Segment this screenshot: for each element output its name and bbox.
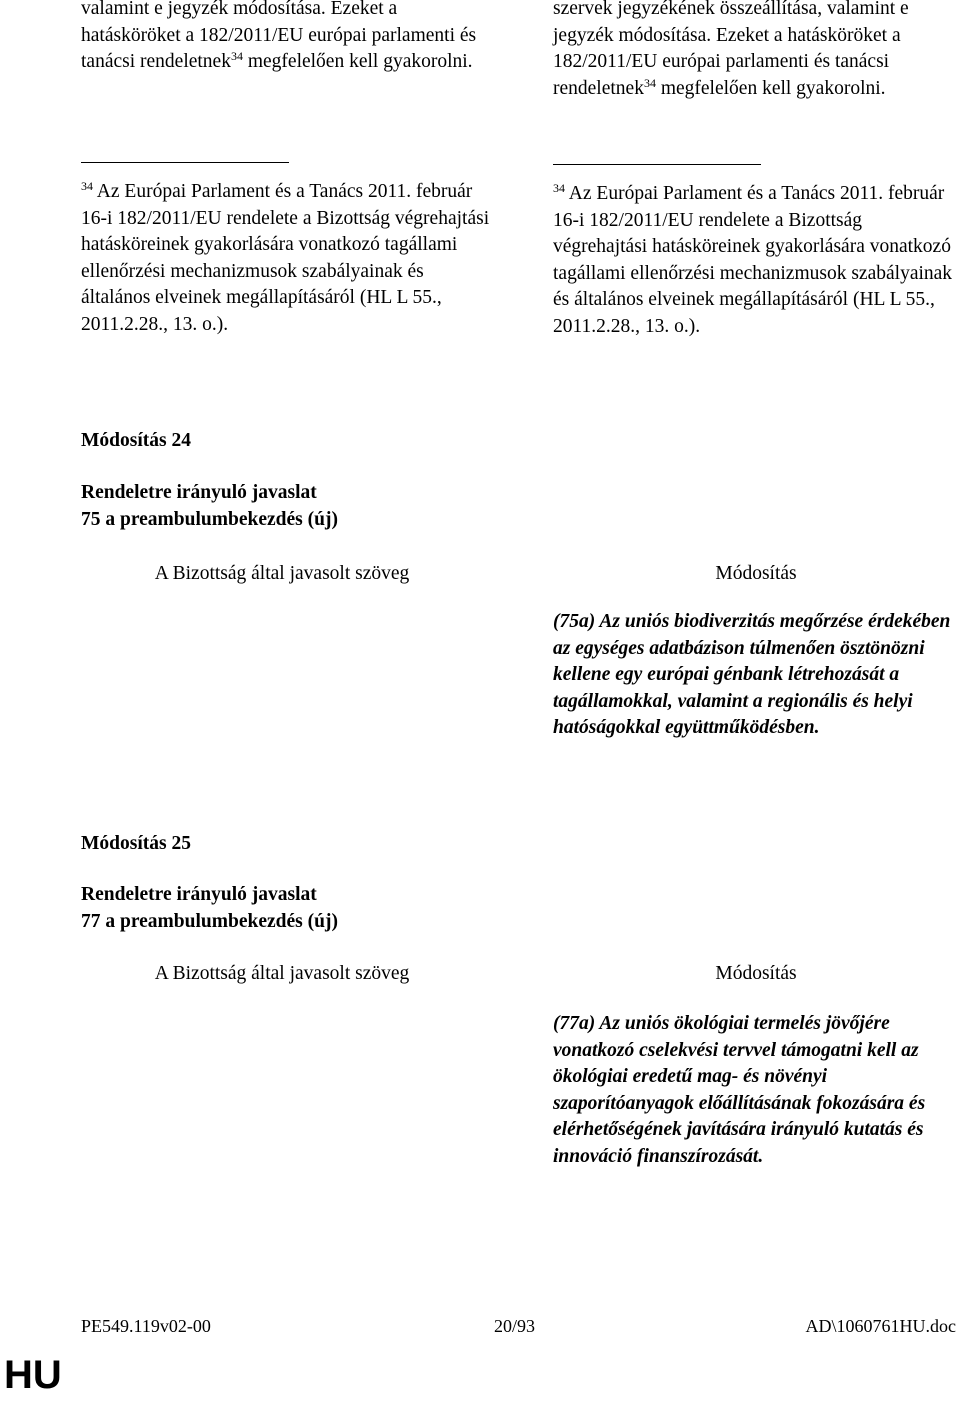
right-text-pre: szervek jegyzékének összeállítása, valamint e jegyzék módosítása. Ezeket a hatásköröket a 182/2011/EU európai parlamenti és tanácsi rendeletnek bbox=[553, 0, 909, 99]
column-heading-amendment: Módosítás bbox=[715, 563, 797, 584]
column-heading-amendment: Módosítás bbox=[715, 963, 797, 984]
footnote-text: Az Európai Parlament és a Tanács 2011. február 16-i 182/2011/EU rendelete a Bizottság végrehajtási hatásköreinek gyakorlására vonatkozó tagállami ellenőrzési mechanizmusok szabályainak és általános elveinek megállapításáról (HL L 55., 2011.2.28., 13. o.). bbox=[81, 181, 490, 335]
left-text-pre: valamint e jegyzék módosítása. Ezeket a hatásköröket a 182/2011/EU európai parlamenti és tanácsi rendeletnek bbox=[81, 0, 477, 72]
recital-reference: 77 a preambulumbekezdés (új) bbox=[81, 910, 338, 932]
amendment-24-reference bbox=[81, 480, 338, 533]
column-heading-commission: A Bizottság által javasolt szöveg bbox=[154, 563, 410, 584]
amendment-24 bbox=[81, 428, 191, 455]
amendment-25 bbox=[81, 831, 191, 858]
footer-page-number: 20/93 bbox=[494, 1316, 536, 1336]
footnote-ref[interactable]: 34 bbox=[230, 49, 243, 63]
footnote-text: Az Európai Parlament és a Tanács 2011. február 16-i 182/2011/EU rendelete a Bizottság végrehajtási hatásköreinek gyakorlására vonatkozó tagállami ellenőrzési mechanizmusok szabályainak és általános elveinek megállapításáról (HL L 55., 2011.2.28., 13. o.). bbox=[553, 183, 953, 337]
language-code: HU bbox=[4, 1353, 62, 1397]
footnote-separator-left bbox=[81, 162, 289, 163]
footnote-number: 34 bbox=[553, 181, 565, 195]
column-heading-commission: A Bizottság által javasolt szöveg bbox=[154, 963, 410, 984]
footnote-separator-right bbox=[553, 164, 761, 165]
footnote-right bbox=[553, 181, 953, 340]
amendment-25-reference bbox=[81, 882, 338, 935]
right-text-post: megfelelően kell gyakorolni. bbox=[655, 77, 886, 99]
footer-file-name: AD\1060761HU.doc bbox=[805, 1316, 956, 1336]
footnote-ref[interactable]: 34 bbox=[643, 75, 656, 90]
proposal-label: Rendeletre irányuló javaslat bbox=[81, 884, 317, 905]
footnote-number: 34 bbox=[81, 179, 93, 193]
amendment-title: Módosítás 24 bbox=[81, 430, 191, 451]
amendment-title: Módosítás 25 bbox=[81, 833, 191, 854]
proposal-label: Rendeletre irányuló javaslat bbox=[81, 482, 317, 503]
footnote-left bbox=[81, 179, 491, 338]
amendment-25-text: (77a) Az uniós ökológiai termelés jövőjére vonatkozó cselekvési tervvel támogatni kell az ökológiai eredetű mag- és növényi szaporítóanyagok előállításának fokozására és elérhetőségének javítására irányuló kutatás és innováció finanszírozását. bbox=[553, 1013, 926, 1167]
right-column-continuation bbox=[553, 0, 953, 102]
left-column-continuation bbox=[81, 0, 491, 76]
footer-document-ref: PE549.119v02-00 bbox=[81, 1316, 211, 1336]
left-text-post: megfelelően kell gyakorolni. bbox=[242, 51, 473, 72]
amendment-24-text: (75a) Az uniós biodiverzitás megőrzése érdekében az egységes adatbázison túlmenően ösztönözni kellene egy európai génbank létrehozását a tagállamokkal, valamint a regionális és helyi hatóságokkal együttműködésben. bbox=[553, 611, 951, 738]
recital-reference: 75 a preambulumbekezdés (új) bbox=[81, 508, 338, 530]
